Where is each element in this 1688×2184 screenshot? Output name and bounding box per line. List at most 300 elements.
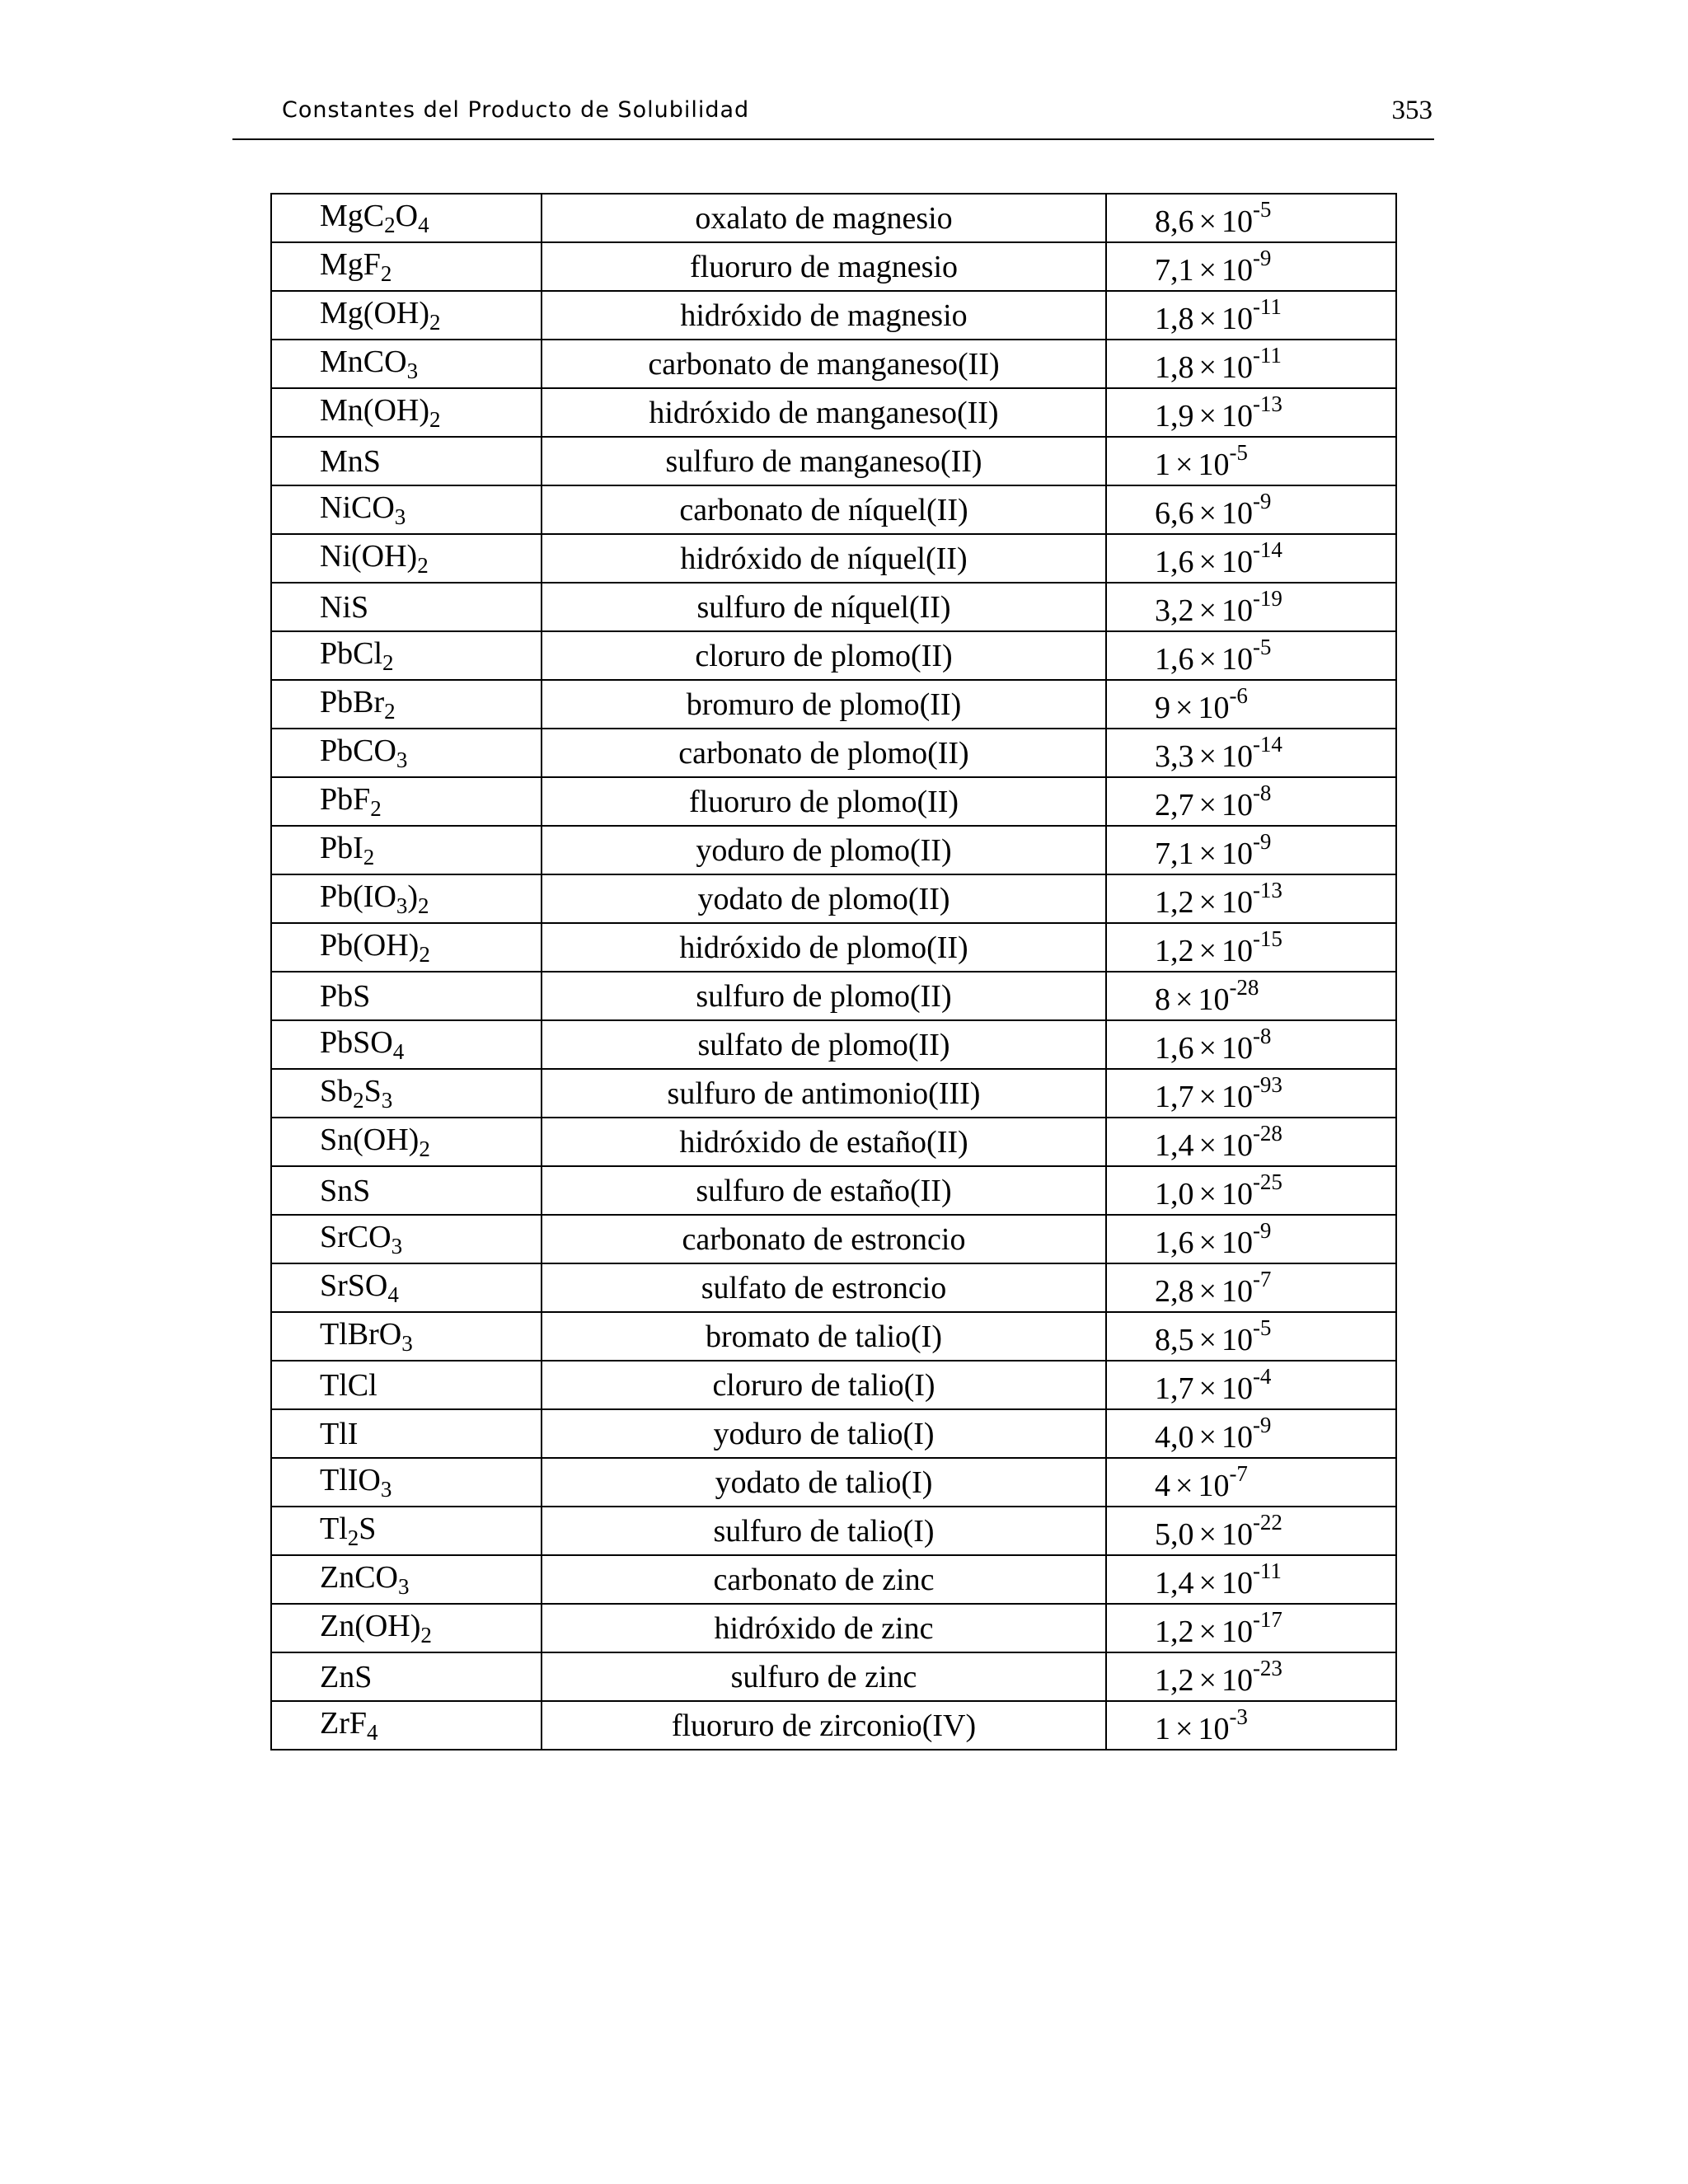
formula-cell [271,1312,542,1361]
formula-text: Sn(OH) [320,1122,420,1157]
ksp-base: 10 [1221,350,1253,385]
ksp-base: 10 [1198,691,1230,725]
times-symbol: × [1198,253,1217,288]
times-symbol: × [1175,982,1193,1017]
ksp-value-cell [1106,777,1396,826]
compound-name-cell: sulfuro de plomo(II) [542,972,1106,1020]
ksp-exponent: -11 [1252,294,1282,319]
compound-name-cell: carbonato de plomo(II) [542,729,1106,777]
formula-subscript: 2 [417,552,429,578]
formula-cell [271,194,542,242]
ksp-base: 10 [1221,1566,1253,1601]
ksp-value-cell [1106,1458,1396,1507]
formula-subscript: 4 [367,1719,378,1745]
formula-text: Pb(OH) [320,927,420,963]
table-row [271,1263,1396,1312]
ksp-exponent: -5 [1252,197,1272,222]
formula-cell [271,1507,542,1555]
formula-subscript: 2 [384,698,396,724]
ksp-mantissa: 1,9 [1155,399,1194,434]
ksp-base: 10 [1221,1517,1253,1552]
table-row [271,1507,1396,1555]
ksp-base: 10 [1221,788,1253,823]
ksp-base: 10 [1221,1274,1253,1309]
ksp-base: 10 [1221,1031,1253,1066]
formula-subscript: 2 [419,1136,430,1161]
compound-name-cell: hidróxido de plomo(II) [542,923,1106,972]
times-symbol: × [1198,934,1217,968]
table-row [271,485,1396,534]
formula-cell [271,1361,542,1409]
table-row [271,291,1396,340]
ksp-value-cell [1106,1118,1396,1166]
formula-cell [271,972,542,1020]
table-row [271,388,1396,437]
ksp-value-cell [1106,972,1396,1020]
ksp-base: 10 [1221,204,1253,239]
ksp-base: 10 [1198,448,1230,482]
ksp-exponent: -11 [1252,343,1282,368]
table-row [271,1604,1396,1652]
ksp-base: 10 [1221,496,1253,531]
compound-name-cell: sulfuro de antimonio(III) [542,1069,1106,1118]
formula-cell [271,923,542,972]
ksp-exponent: -22 [1252,1510,1282,1535]
formula-subscript: 3 [391,1233,403,1258]
formula-text: ZrF [320,1705,367,1741]
ksp-value-cell [1106,1361,1396,1409]
formula-subscript: 3 [394,504,406,529]
formula-subscript: 3 [396,747,408,772]
ksp-mantissa: 1,7 [1155,1080,1194,1114]
ksp-base: 10 [1221,593,1253,628]
formula-text: SnS [320,1173,371,1208]
formula-text: S [359,1511,377,1546]
ksp-exponent: -7 [1229,1461,1248,1486]
times-symbol: × [1198,1080,1217,1114]
ksp-base: 10 [1221,642,1253,677]
ksp-value-cell [1106,242,1396,291]
ksp-base: 10 [1221,253,1253,288]
ksp-exponent: -9 [1252,1413,1272,1437]
times-symbol: × [1198,1226,1217,1260]
compound-name-cell: carbonato de zinc [542,1555,1106,1604]
ksp-exponent: -19 [1252,586,1282,611]
times-symbol: × [1198,1517,1217,1552]
ksp-base: 10 [1221,1226,1253,1260]
ksp-value-cell [1106,1701,1396,1750]
formula-text: ) [407,879,419,914]
ksp-mantissa: 1 [1155,448,1170,482]
ksp-exponent: -17 [1252,1607,1282,1632]
formula-cell [271,242,542,291]
ksp-mantissa: 1 [1155,1712,1170,1746]
ksp-mantissa: 7,1 [1155,253,1194,288]
times-symbol: × [1198,642,1217,677]
compound-name-cell: oxalato de magnesio [542,194,1106,242]
table-row [271,923,1396,972]
ksp-exponent: -6 [1229,683,1248,708]
compound-name-cell: carbonato de níquel(II) [542,485,1106,534]
formula-subscript: 3 [396,893,408,918]
ksp-exponent: -5 [1252,1315,1272,1340]
formula-text: S [363,1073,382,1108]
ksp-value-cell [1106,485,1396,534]
compound-name-cell: hidróxido de níquel(II) [542,534,1106,583]
ksp-value-cell [1106,1409,1396,1458]
ksp-mantissa: 2,7 [1155,788,1194,823]
ksp-value-cell [1106,1069,1396,1118]
formula-subscript: 3 [381,1087,393,1113]
compound-name-cell: bromato de talio(I) [542,1312,1106,1361]
formula-subscript: 2 [363,844,375,869]
formula-text: TlI [320,1416,359,1451]
ksp-exponent: -9 [1252,489,1272,513]
table-row [271,1312,1396,1361]
formula-cell [271,874,542,923]
formula-subscript: 4 [387,1282,399,1307]
compound-name-cell: yoduro de talio(I) [542,1409,1106,1458]
ksp-value-cell [1106,437,1396,485]
compound-name-cell: sulfato de plomo(II) [542,1020,1106,1069]
compound-name-cell: sulfuro de níquel(II) [542,583,1106,631]
formula-cell [271,485,542,534]
formula-text: MnS [320,443,381,479]
ksp-value-cell [1106,680,1396,729]
compound-name-cell: yoduro de plomo(II) [542,826,1106,874]
ksp-mantissa: 6,6 [1155,496,1194,531]
compound-name-cell: carbonato de estroncio [542,1215,1106,1263]
ksp-exponent: -5 [1229,440,1248,465]
ksp-value-cell [1106,534,1396,583]
ksp-exponent: -9 [1252,246,1272,270]
ksp-value-cell [1106,1604,1396,1652]
times-symbol: × [1198,1177,1217,1212]
times-symbol: × [1198,1663,1217,1698]
ksp-exponent: -11 [1252,1558,1282,1583]
ksp-value-cell [1106,1555,1396,1604]
formula-cell [271,583,542,631]
compound-name-cell: yodato de talio(I) [542,1458,1106,1507]
compound-name-cell: sulfuro de talio(I) [542,1507,1106,1555]
formula-cell [271,340,542,388]
ksp-mantissa: 1,4 [1155,1566,1194,1601]
table-row [271,1118,1396,1166]
times-symbol: × [1198,1323,1217,1357]
ksp-base: 10 [1221,1323,1253,1357]
formula-text: Mg(OH) [320,295,429,330]
formula-subscript: 2 [418,893,429,918]
table-row [271,534,1396,583]
ksp-mantissa: 3,2 [1155,593,1194,628]
table-row [271,437,1396,485]
formula-text: PbS [320,978,371,1014]
ksp-mantissa: 1,2 [1155,934,1194,968]
formula-text: MgC [320,198,385,233]
compound-name-cell: sulfato de estroncio [542,1263,1106,1312]
table-row [271,1652,1396,1701]
solubility-product-table [270,193,1397,1750]
ksp-base: 10 [1198,1469,1230,1503]
ksp-value-cell [1106,583,1396,631]
ksp-mantissa: 1,2 [1155,1615,1194,1649]
times-symbol: × [1198,1420,1217,1455]
formula-cell [271,1409,542,1458]
formula-cell [271,388,542,437]
formula-subscript: 3 [406,358,419,383]
ksp-mantissa: 4,0 [1155,1420,1194,1455]
ksp-mantissa: 1,6 [1155,1226,1194,1260]
formula-text: Tl [320,1511,348,1546]
ksp-exponent: -14 [1252,732,1282,757]
formula-text: MgF [320,246,381,282]
ksp-value-cell [1106,194,1396,242]
ksp-base: 10 [1221,1080,1253,1114]
formula-cell [271,437,542,485]
ksp-mantissa: 8,6 [1155,204,1194,239]
table-row [271,680,1396,729]
formula-subscript: 3 [380,1476,392,1502]
ksp-value-cell [1106,874,1396,923]
ksp-value-cell [1106,1020,1396,1069]
ksp-exponent: -9 [1252,1218,1272,1243]
formula-cell [271,1604,542,1652]
ksp-mantissa: 3,3 [1155,739,1194,774]
ksp-exponent: -4 [1252,1364,1272,1389]
formula-text: PbI [320,830,363,865]
compound-name-cell: hidróxido de zinc [542,1604,1106,1652]
ksp-mantissa: 1,8 [1155,350,1194,385]
ksp-base: 10 [1221,934,1253,968]
compound-name-cell: hidróxido de estaño(II) [542,1118,1106,1166]
table-row [271,874,1396,923]
formula-text: Ni(OH) [320,538,418,574]
times-symbol: × [1198,350,1217,385]
formula-subscript: 2 [382,649,394,675]
ksp-value-cell [1106,826,1396,874]
ksp-mantissa: 1,6 [1155,545,1194,579]
formula-text: Mn(OH) [320,392,429,428]
times-symbol: × [1175,1469,1193,1503]
ksp-exponent: -13 [1252,878,1282,902]
table-row [271,1701,1396,1750]
formula-subscript: 2 [419,941,430,967]
compound-name-cell: fluoruro de plomo(II) [542,777,1106,826]
times-symbol: × [1198,302,1217,336]
ksp-exponent: -28 [1252,1121,1282,1146]
formula-text: TlCl [320,1367,377,1403]
times-symbol: × [1198,1371,1217,1406]
formula-text: PbCl [320,635,383,671]
table-row [271,631,1396,680]
times-symbol: × [1198,204,1217,239]
formula-text: ZnCO [320,1559,398,1595]
ksp-exponent: -25 [1252,1169,1282,1194]
compound-name-cell: fluoruro de zirconio(IV) [542,1701,1106,1750]
compound-name-cell: sulfuro de estaño(II) [542,1166,1106,1215]
formula-cell [271,1118,542,1166]
formula-text: TlIO [320,1462,381,1497]
formula-cell [271,1555,542,1604]
formula-text: PbBr [320,684,385,719]
formula-subscript: 2 [384,212,396,237]
ksp-value-cell [1106,923,1396,972]
times-symbol: × [1175,691,1193,725]
ksp-mantissa: 1,0 [1155,1177,1194,1212]
ksp-value-cell [1106,291,1396,340]
formula-cell [271,1458,542,1507]
ksp-exponent: -14 [1252,537,1282,562]
formula-subscript: 3 [401,1330,413,1356]
compound-name-cell: fluoruro de magnesio [542,242,1106,291]
ksp-mantissa: 7,1 [1155,837,1194,871]
table-row [271,1215,1396,1263]
ksp-exponent: -8 [1252,780,1272,805]
formula-cell [271,291,542,340]
formula-subscript: 4 [392,1038,405,1064]
ksp-value-cell [1106,388,1396,437]
ksp-value-cell [1106,1652,1396,1701]
formula-cell [271,1263,542,1312]
table-row [271,972,1396,1020]
table-row [271,242,1396,291]
ksp-mantissa: 1,2 [1155,1663,1194,1698]
formula-text: MnCO [320,344,407,379]
ksp-mantissa: 1,8 [1155,302,1194,336]
ksp-base: 10 [1221,1663,1253,1698]
formula-cell [271,826,542,874]
formula-text: ZnS [320,1659,373,1694]
table-row [271,194,1396,242]
ksp-mantissa: 1,2 [1155,885,1194,920]
table-row [271,777,1396,826]
ksp-mantissa: 1,6 [1155,1031,1194,1066]
ksp-mantissa: 1,4 [1155,1128,1194,1163]
times-symbol: × [1198,1615,1217,1649]
times-symbol: × [1198,496,1217,531]
compound-name-cell: hidróxido de magnesio [542,291,1106,340]
ksp-base: 10 [1221,1177,1253,1212]
formula-text: PbSO [320,1024,393,1060]
formula-subscript: 4 [418,212,429,237]
formula-cell [271,1215,542,1263]
ksp-base: 10 [1221,739,1253,774]
formula-subscript: 2 [353,1087,364,1113]
formula-cell [271,729,542,777]
ksp-mantissa: 4 [1155,1469,1170,1503]
times-symbol: × [1198,545,1217,579]
formula-cell [271,1020,542,1069]
formula-subscript: 3 [398,1573,410,1599]
ksp-mantissa: 5,0 [1155,1517,1194,1552]
times-symbol: × [1198,788,1217,823]
formula-subscript: 2 [347,1525,359,1550]
formula-cell [271,1166,542,1215]
ksp-exponent: -13 [1252,391,1282,416]
ksp-exponent: -7 [1252,1267,1272,1291]
formula-text: NiCO [320,490,395,525]
formula-cell [271,1701,542,1750]
formula-cell [271,631,542,680]
formula-text: SrSO [320,1268,388,1303]
table-row [271,340,1396,388]
formula-subscript: 2 [370,795,382,821]
ksp-value-cell [1106,1215,1396,1263]
times-symbol: × [1198,885,1217,920]
ksp-value-cell [1106,340,1396,388]
table-row [271,1069,1396,1118]
compound-name-cell: yodato de plomo(II) [542,874,1106,923]
table-row [271,1555,1396,1604]
ksp-base: 10 [1221,837,1253,871]
formula-text: PbF [320,781,371,817]
formula-text: Pb(IO [320,879,396,914]
ksp-base: 10 [1221,302,1253,336]
compound-name-cell: bromuro de plomo(II) [542,680,1106,729]
times-symbol: × [1198,1566,1217,1601]
ksp-base: 10 [1221,1371,1253,1406]
ksp-exponent: -5 [1252,635,1272,659]
ksp-base: 10 [1221,885,1253,920]
table-row [271,1458,1396,1507]
times-symbol: × [1198,837,1217,871]
compound-name-cell: cloruro de talio(I) [542,1361,1106,1409]
times-symbol: × [1198,1031,1217,1066]
ksp-value-cell [1106,1263,1396,1312]
formula-cell [271,1069,542,1118]
times-symbol: × [1198,593,1217,628]
formula-cell [271,534,542,583]
ksp-mantissa: 1,6 [1155,642,1194,677]
times-symbol: × [1198,739,1217,774]
ksp-base: 10 [1221,545,1253,579]
compound-name-cell: sulfuro de manganeso(II) [542,437,1106,485]
formula-subscript: 2 [429,406,441,432]
ksp-exponent: -8 [1252,1024,1272,1048]
table-body [271,194,1396,1750]
formula-cell [271,680,542,729]
table-row [271,1361,1396,1409]
ksp-mantissa: 8,5 [1155,1323,1194,1357]
ksp-base: 10 [1221,1420,1253,1455]
ksp-mantissa: 8 [1155,982,1170,1017]
running-header [232,92,1434,140]
times-symbol: × [1198,399,1217,434]
ksp-mantissa: 1,7 [1155,1371,1194,1406]
compound-name-cell: carbonato de manganeso(II) [542,340,1106,388]
times-symbol: × [1175,1712,1193,1746]
table-row [271,1020,1396,1069]
table-row [271,583,1396,631]
formula-text: Zn(OH) [320,1608,421,1643]
ksp-base: 10 [1198,982,1230,1017]
formula-text: TlBrO [320,1316,402,1352]
ksp-value-cell [1106,1166,1396,1215]
ksp-base: 10 [1221,1615,1253,1649]
ksp-exponent: -9 [1252,829,1272,854]
formula-cell [271,1652,542,1701]
page-number: 353 [1391,96,1432,125]
ksp-exponent: -23 [1252,1656,1282,1680]
ksp-exponent: -3 [1229,1704,1248,1729]
ksp-mantissa: 2,8 [1155,1274,1194,1309]
times-symbol: × [1175,448,1193,482]
ksp-exponent: -93 [1252,1072,1282,1097]
ksp-mantissa: 9 [1155,691,1170,725]
table-row [271,1166,1396,1215]
ksp-value-cell [1106,1312,1396,1361]
table-row [271,826,1396,874]
